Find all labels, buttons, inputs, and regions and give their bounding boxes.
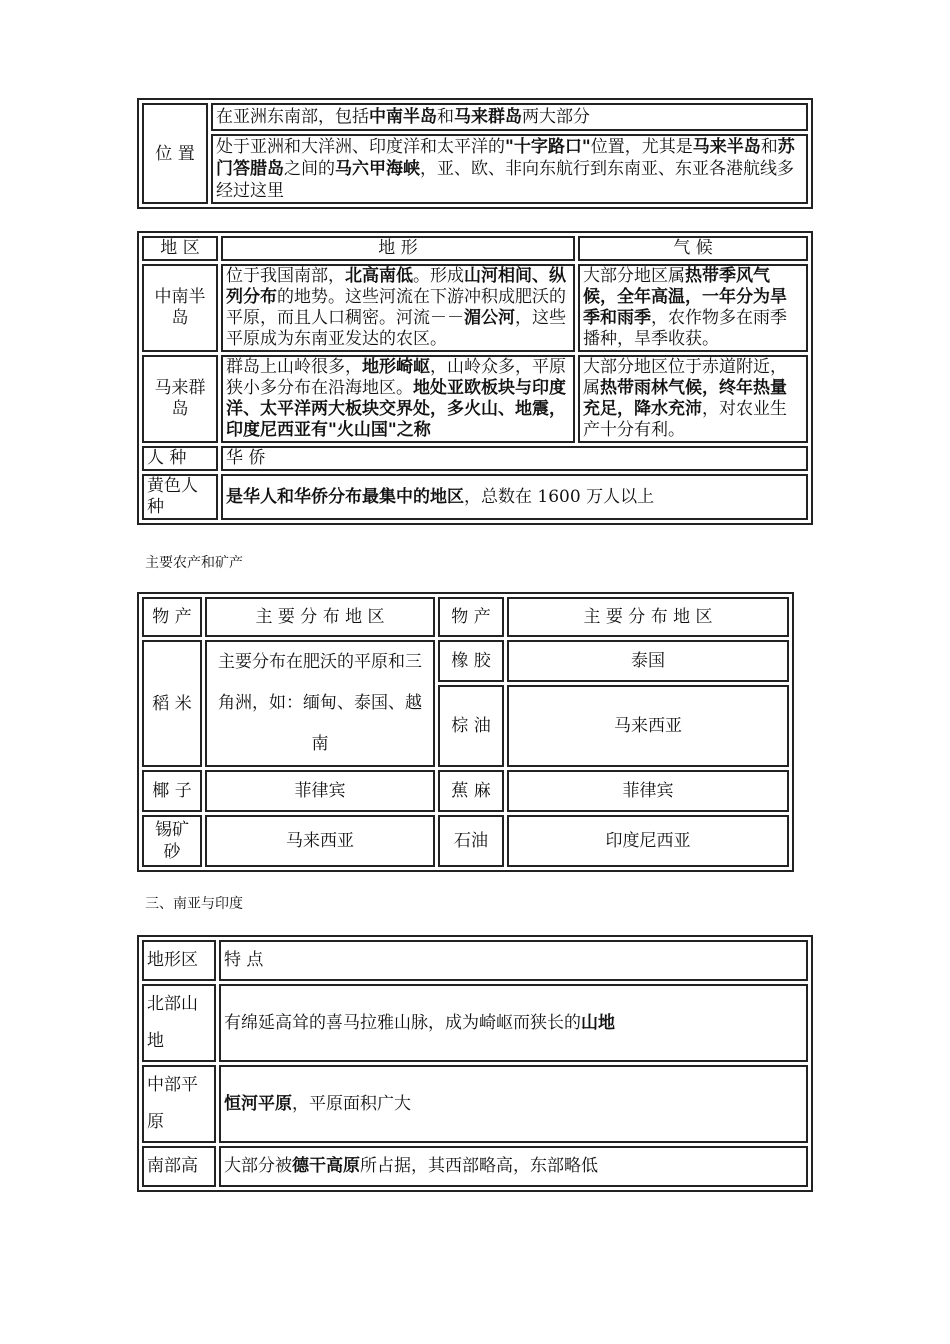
product-palm: 棕 油	[438, 685, 504, 767]
product-coconut: 椰 子	[142, 770, 202, 812]
location-table	[137, 98, 813, 209]
region-malay: 马来群岛	[142, 355, 218, 443]
product-palm-region: 马来西亚	[507, 685, 789, 767]
header-feature: 特 点	[219, 940, 808, 981]
product-abaca-region: 菲律宾	[507, 770, 789, 812]
race-value: 华 侨	[221, 446, 808, 471]
product-abaca: 蕉 麻	[438, 770, 504, 812]
header-region-2: 主 要 分 布 地 区	[507, 597, 789, 637]
climate-malay: 大部分地区位于赤道附近，属热带雨林气候，终年热量充足，降水充沛，对农业生产十分有利。	[578, 355, 808, 443]
header-area: 地形区	[142, 940, 216, 981]
feature-central: 恒河平原，平原面积广大	[219, 1065, 808, 1143]
product-tin: 锡矿砂	[142, 815, 202, 867]
climate-indochina: 大部分地区属热带季风气候，全年高温，一年分为旱季和雨季，农作物多在雨季播种，旱季收获。	[578, 264, 808, 352]
yellow-race-label: 黄色人种	[142, 474, 218, 520]
product-rice: 稻 米	[142, 640, 202, 767]
product-oil-region: 印度尼西亚	[507, 815, 789, 867]
feature-north: 有绵延高耸的喜马拉雅山脉，成为崎岖而狭长的山地	[219, 984, 808, 1062]
south-asia-caption: 三、南亚与印度	[145, 896, 243, 912]
area-south: 南部高	[142, 1146, 216, 1187]
terrain-malay: 群岛上山岭很多，地形崎岖，山岭众多，平原狭小多分布在沿海地区。地处亚欧板块与印度洋、太平洋两大板块交界处，多火山、地震，印度尼西亚有"火山国"之称	[221, 355, 575, 443]
product-coconut-region: 菲律宾	[205, 770, 435, 812]
header-region: 地 区	[142, 236, 218, 261]
product-rubber-region: 泰国	[507, 640, 789, 682]
products-table	[137, 592, 794, 872]
location-row-1: 在亚洲东南部，包括中南半岛和马来群岛两大部分	[211, 103, 808, 131]
product-tin-region: 马来西亚	[205, 815, 435, 867]
product-rice-region: 主要分布在肥沃的平原和三角洲，如：缅甸、泰国、越南	[205, 640, 435, 767]
product-oil: 石油	[438, 815, 504, 867]
location-label: 位 置	[142, 103, 208, 204]
terrain-table	[137, 935, 813, 1192]
region-indochina: 中南半岛	[142, 264, 218, 352]
header-product-2: 物 产	[438, 597, 504, 637]
header-terrain: 地 形	[221, 236, 575, 261]
race-label: 人 种	[142, 446, 218, 471]
area-central: 中部平原	[142, 1065, 216, 1143]
region-table	[137, 231, 813, 525]
product-rubber: 橡 胶	[438, 640, 504, 682]
products-caption: 主要农产和矿产	[145, 555, 243, 571]
feature-south: 大部分被德干高原所占据，其西部略高，东部略低	[219, 1146, 808, 1187]
terrain-indochina: 位于我国南部，北高南低。形成山河相间、纵列分布的地势。这些河流在下游冲积成肥沃的平原，而且人口稠密。河流－－湄公河，这些平原成为东南亚发达的农区。	[221, 264, 575, 352]
header-product-1: 物 产	[142, 597, 202, 637]
header-region-1: 主 要 分 布 地 区	[205, 597, 435, 637]
location-row-2: 处于亚洲和大洋洲、印度洋和太平洋的"十字路口"位置，尤其是马来半岛和苏门答腊岛之间的马六甲海峡，亚、欧、非向东航行到东南亚、东亚各港航线多经过这里	[211, 134, 808, 204]
header-climate: 气 候	[578, 236, 808, 261]
yellow-race-value: 是华人和华侨分布最集中的地区，总数在 1600 万人以上	[221, 474, 808, 520]
area-north: 北部山地	[142, 984, 216, 1062]
